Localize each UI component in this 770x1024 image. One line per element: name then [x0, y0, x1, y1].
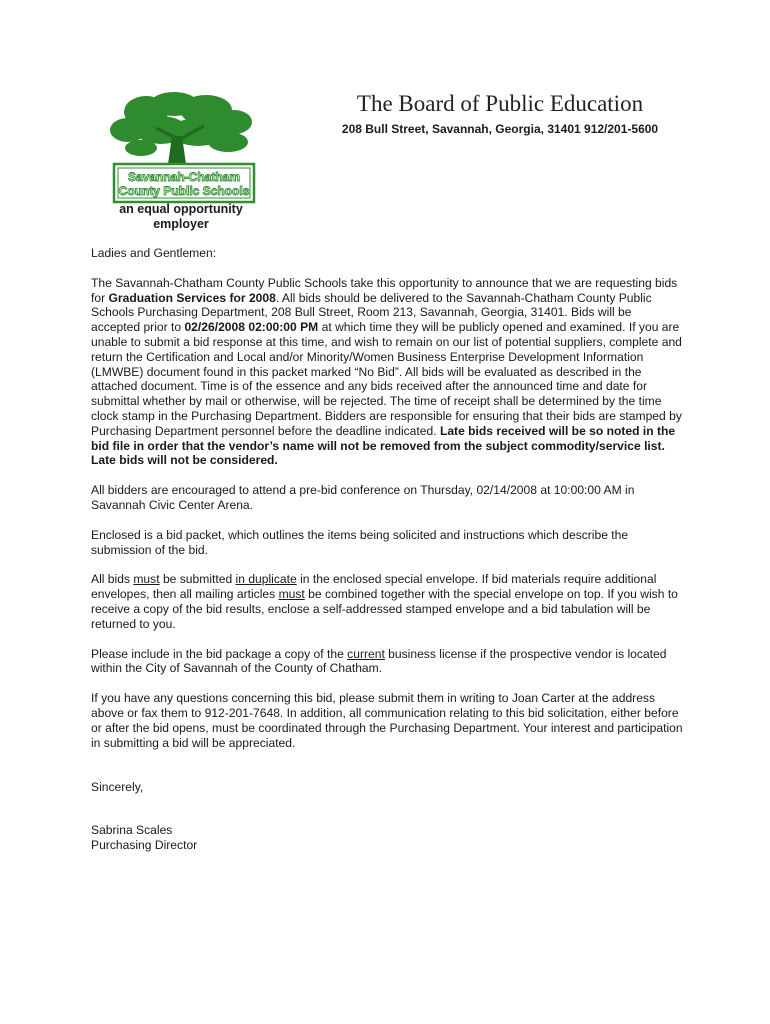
- logo-line2: County Public Schools: [118, 184, 250, 198]
- p5-text-a: Please include in the bid package a copy of the: [91, 646, 348, 661]
- service-name: Graduation Services for 2008: [108, 290, 276, 305]
- signature-block: [91, 823, 683, 853]
- p4-text-d: be combined together with the special envelope on top. If you wish to receive a copy of the bid results, enclose a self-addressed stamped envelope and a bid tabulation will be returned to you.: [91, 587, 678, 631]
- p1-text-e: at which time they will be publicly opened and examined. If you are unable to submit a bid response at this time, and wish to remain on our list of potential suppliers, complete and return the Certification and Local and/or Minority/Women Business Enterprise Development Information (LMWBE) document found in this packet marked “No Bid”. All bids will be evaluated as described in the attached document. Time is of the essence and any bids received after the announced time and date for submittal whether by mail or otherwise, will be rejected. The time of receipt shall be determined by the time clock stamp in the Purchasing Department. Bidders are responsible for ensuring that their bids are stamped by Purchasing Department personnel before the deadline indicated.: [91, 320, 682, 438]
- p4-underline-2: in duplicate: [235, 572, 297, 587]
- p4-text-c: in the enclosed special envelope. If bid materials require additional envelopes, then all mailing articles: [91, 572, 657, 602]
- late-bids-notice: Late bids received will be so noted in the bid file in order that the vendor’s name will not be removed from the subject commodity/service list. Late bids will not be considered.: [91, 423, 676, 468]
- bid-deadline: 02/26/2008 02:00:00 PM: [184, 320, 319, 335]
- p4-underline-1: must: [133, 572, 160, 587]
- paragraph-license: [91, 647, 683, 677]
- tree-logo-icon: [106, 92, 258, 204]
- paragraph-announcement: [91, 276, 683, 468]
- paragraph-prebid: All bidders are encouraged to attend a pre-bid conference on Thursday, 02/14/2008 at 10:00:00 AM in Savannah Civic Center Arena.: [91, 483, 635, 512]
- signer-title: Purchasing Director: [91, 837, 198, 852]
- paragraph-questions: If you have any questions concerning this bid, please submit them in writing to Joan Carter at the address above or fax them to 912-201-7648. In addition, all communication relating to this bid solicitation, either before or after the bid opens, must be coordinated through the Purchasing Department. Your interest and participation in submitting a bid will be appreciated.: [91, 691, 683, 750]
- closing: Sincerely,: [91, 780, 144, 795]
- p5-underline: current: [347, 646, 385, 661]
- letter-body: [91, 246, 683, 853]
- logo-line1: Savannah-Chatham: [127, 170, 241, 184]
- p5-text-b: business license if the prospective vendor is located within the City of Savannah of the County of Chatham.: [91, 646, 667, 676]
- p1-text-a: The Savannah-Chatham County Public Schools take this opportunity to announce that we are requesting bids for: [91, 275, 678, 305]
- paragraph-submission: [91, 572, 683, 631]
- p4-text-a: All bids: [91, 572, 134, 587]
- p4-underline-3: must: [278, 587, 305, 602]
- signer-name: Sabrina Scales: [91, 823, 173, 838]
- paragraph-enclosed: Enclosed is a bid packet, which outlines the items being solicited and instructions which describe the submission of the bid.: [91, 527, 629, 557]
- school-logo: [106, 92, 258, 204]
- p4-text-b: be submitted: [159, 572, 236, 587]
- board-title: The Board of Public Education: [356, 91, 644, 116]
- letterhead: [300, 90, 700, 136]
- p1-text-c: . All bids should be delivered to the Savannah-Chatham County Public Schools Purchasing Department, 208 Bull Street, Room 213, Savannah, Georgia, 31401. Bids will be accepted prior to: [91, 290, 652, 335]
- board-address: 208 Bull Street, Savannah, Georgia, 31401 912/201-5600: [341, 122, 659, 136]
- salutation: Ladies and Gentlemen:: [91, 246, 217, 260]
- logo-caption: an equal opportunity employer: [119, 202, 243, 231]
